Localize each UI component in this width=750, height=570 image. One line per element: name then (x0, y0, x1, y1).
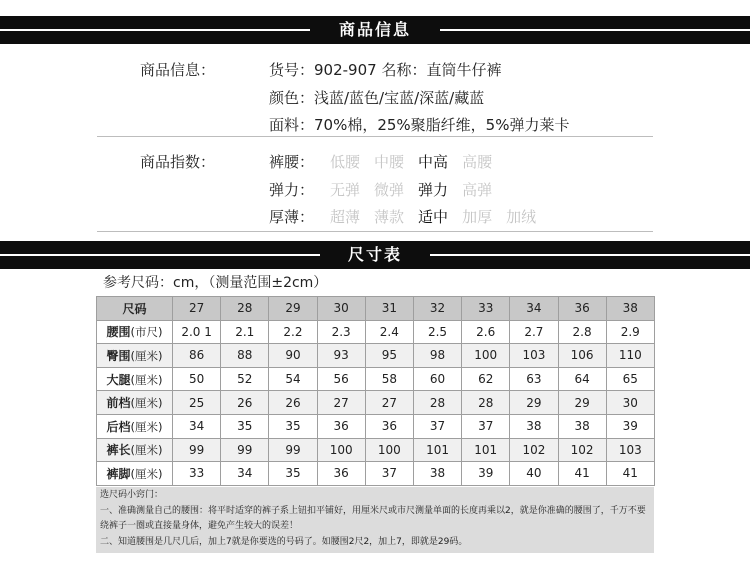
tips-line-2: 绕裤子一圈或直接量身体，避免产生较大的误差！ (100, 521, 299, 531)
size-cell: 101 (462, 438, 510, 462)
measure-unit: (厘米) (130, 419, 163, 434)
size-row-label (97, 438, 173, 462)
measure-unit: (厘米) (130, 348, 163, 363)
size-row (97, 344, 655, 368)
size-cell: 88 (221, 344, 269, 368)
size-cell: 102 (558, 438, 606, 462)
size-cell: 99 (221, 438, 269, 462)
index-option: 低腰 (330, 153, 361, 171)
header-dash-left (0, 29, 310, 31)
size-cell: 34 (173, 414, 221, 438)
measure-name: 裤长 (106, 443, 131, 458)
index-option: 薄款 (374, 208, 405, 226)
header-dash-right (440, 29, 750, 31)
measure-unit: (厘米) (130, 443, 163, 458)
size-cell: 110 (606, 344, 654, 368)
size-cell: 56 (317, 367, 365, 391)
measure-unit: (厘米) (130, 372, 163, 387)
index-row (269, 151, 492, 172)
index-option-selected: 弹力 (418, 181, 449, 199)
size-cell: 30 (606, 391, 654, 415)
size-chart-title: 尺寸表 (347, 245, 402, 264)
size-header-cell: 27 (173, 297, 221, 321)
size-cell: 26 (221, 391, 269, 415)
tips-line-3: 二、知道腰围是几尺几后，加上7就是你要选的号码了。如腰围2尺2，加上7，即就是29码。 (100, 536, 468, 547)
size-cell: 37 (413, 414, 461, 438)
size-row (97, 367, 655, 391)
index-option-selected: 中高 (418, 153, 449, 171)
header-dash-left (0, 254, 320, 256)
size-cell: 27 (365, 391, 413, 415)
size-row-label (97, 344, 173, 368)
size-cell: 27 (317, 391, 365, 415)
info-fabric: 面料：70%棉，25%聚脂纤维，5%弹力莱卡 (269, 116, 570, 134)
size-cell: 41 (606, 462, 654, 486)
measure-name: 后档 (106, 419, 131, 434)
size-cell: 40 (510, 462, 558, 486)
size-row (97, 438, 655, 462)
size-cell: 99 (173, 438, 221, 462)
size-cell: 25 (173, 391, 221, 415)
section-divider-2 (97, 231, 653, 232)
size-cell: 36 (317, 462, 365, 486)
size-cell: 28 (462, 391, 510, 415)
size-cell: 38 (510, 414, 558, 438)
index-row (269, 179, 492, 200)
index-row (269, 206, 536, 227)
size-cell: 29 (558, 391, 606, 415)
size-header-cell: 32 (413, 297, 461, 321)
size-header-cell: 33 (462, 297, 510, 321)
size-cell: 58 (365, 367, 413, 391)
size-cell: 95 (365, 344, 413, 368)
size-cell: 2.6 (462, 320, 510, 344)
tips-line-1: 一、准确测量自己的腰围：将平时适穿的裤子系上钮扣平铺好，用厘米尺或市尺测量单面的长度再乘以2，就是你准确的腰围了，千万不要 (100, 505, 646, 516)
size-cell: 54 (269, 367, 317, 391)
info-label: 商品信息： (140, 61, 216, 79)
size-cell: 35 (221, 414, 269, 438)
size-cell: 33 (173, 462, 221, 486)
measure-name: 腰围 (106, 325, 131, 340)
product-info-header (0, 16, 750, 44)
size-cell: 100 (317, 438, 365, 462)
section-divider (97, 136, 653, 137)
measure-unit: (厘米) (130, 466, 163, 481)
size-cell: 100 (462, 344, 510, 368)
size-cell: 2.4 (365, 320, 413, 344)
size-header-cell: 34 (510, 297, 558, 321)
size-cell: 36 (317, 414, 365, 438)
size-header-row (97, 297, 655, 321)
size-cell: 102 (510, 438, 558, 462)
size-corner-cell (97, 297, 173, 321)
index-option: 高弹 (462, 181, 493, 199)
size-cell: 34 (221, 462, 269, 486)
index-name: 厚薄： (269, 208, 315, 226)
size-row (97, 414, 655, 438)
size-cell: 63 (510, 367, 558, 391)
size-cell: 86 (173, 344, 221, 368)
size-cell: 39 (606, 414, 654, 438)
size-reference-note: 参考尺码：cm，（测量范围±2cm） (103, 275, 328, 291)
size-cell: 2.8 (558, 320, 606, 344)
size-row-label (97, 414, 173, 438)
size-row (97, 320, 655, 344)
size-cell: 2.7 (510, 320, 558, 344)
size-cell: 101 (413, 438, 461, 462)
size-cell: 35 (269, 414, 317, 438)
size-chart-header (0, 241, 750, 269)
size-cell: 65 (606, 367, 654, 391)
size-cell: 2.9 (606, 320, 654, 344)
size-cell: 106 (558, 344, 606, 368)
indices-label: 商品指数： (140, 153, 216, 171)
size-row-label (97, 367, 173, 391)
size-cell: 2.0 1 (173, 320, 221, 344)
index-option: 超薄 (330, 208, 361, 226)
size-header-cell: 30 (317, 297, 365, 321)
index-option: 高腰 (462, 153, 493, 171)
index-option: 加厚 (462, 208, 493, 226)
size-cell: 52 (221, 367, 269, 391)
measure-unit: (市尺) (130, 325, 163, 340)
size-table (96, 296, 655, 486)
size-cell: 35 (269, 462, 317, 486)
size-cell: 38 (413, 462, 461, 486)
info-sku-name: 货号：902-907 名称：直筒牛仔裤 (269, 61, 502, 79)
size-cell: 29 (510, 391, 558, 415)
size-cell: 90 (269, 344, 317, 368)
size-cell: 93 (317, 344, 365, 368)
index-name: 裤腰： (269, 153, 315, 171)
tips-title: 选尺码小窍门： (100, 490, 164, 500)
header-dash-right (430, 254, 750, 256)
index-option: 加绒 (506, 208, 537, 226)
size-cell: 99 (269, 438, 317, 462)
index-option: 微弹 (374, 181, 405, 199)
index-option: 无弹 (330, 181, 361, 199)
size-row (97, 391, 655, 415)
size-cell: 2.2 (269, 320, 317, 344)
index-option: 中腰 (374, 153, 405, 171)
measure-name: 前档 (106, 396, 131, 411)
size-cell: 38 (558, 414, 606, 438)
size-row-label (97, 391, 173, 415)
size-header-cell: 28 (221, 297, 269, 321)
size-cell: 28 (413, 391, 461, 415)
measure-name: 臀围 (106, 348, 131, 363)
size-cell: 103 (606, 438, 654, 462)
size-header-cell: 29 (269, 297, 317, 321)
size-cell: 37 (365, 462, 413, 486)
size-cell: 2.5 (413, 320, 461, 344)
index-name: 弹力： (269, 181, 315, 199)
size-cell: 98 (413, 344, 461, 368)
size-cell: 100 (365, 438, 413, 462)
size-header-cell: 36 (558, 297, 606, 321)
size-row-label (97, 462, 173, 486)
index-option-selected: 适中 (418, 208, 449, 226)
size-header-cell: 38 (606, 297, 654, 321)
size-tips (96, 487, 654, 553)
size-header-cell: 31 (365, 297, 413, 321)
size-row (97, 462, 655, 486)
size-corner-label: 尺码 (122, 301, 147, 316)
measure-name: 裤脚 (106, 466, 131, 481)
size-cell: 50 (173, 367, 221, 391)
info-colors: 颜色：浅蓝/蓝色/宝蓝/深蓝/藏蓝 (269, 89, 485, 107)
size-cell: 39 (462, 462, 510, 486)
size-cell: 36 (365, 414, 413, 438)
size-cell: 103 (510, 344, 558, 368)
size-row-label (97, 320, 173, 344)
size-cell: 26 (269, 391, 317, 415)
size-cell: 37 (462, 414, 510, 438)
size-cell: 2.3 (317, 320, 365, 344)
product-info-title: 商品信息 (338, 20, 411, 39)
size-cell: 64 (558, 367, 606, 391)
measure-name: 大腿 (106, 372, 131, 387)
size-cell: 62 (462, 367, 510, 391)
size-cell: 2.1 (221, 320, 269, 344)
size-cell: 41 (558, 462, 606, 486)
measure-unit: (厘米) (130, 396, 163, 411)
size-cell: 60 (413, 367, 461, 391)
